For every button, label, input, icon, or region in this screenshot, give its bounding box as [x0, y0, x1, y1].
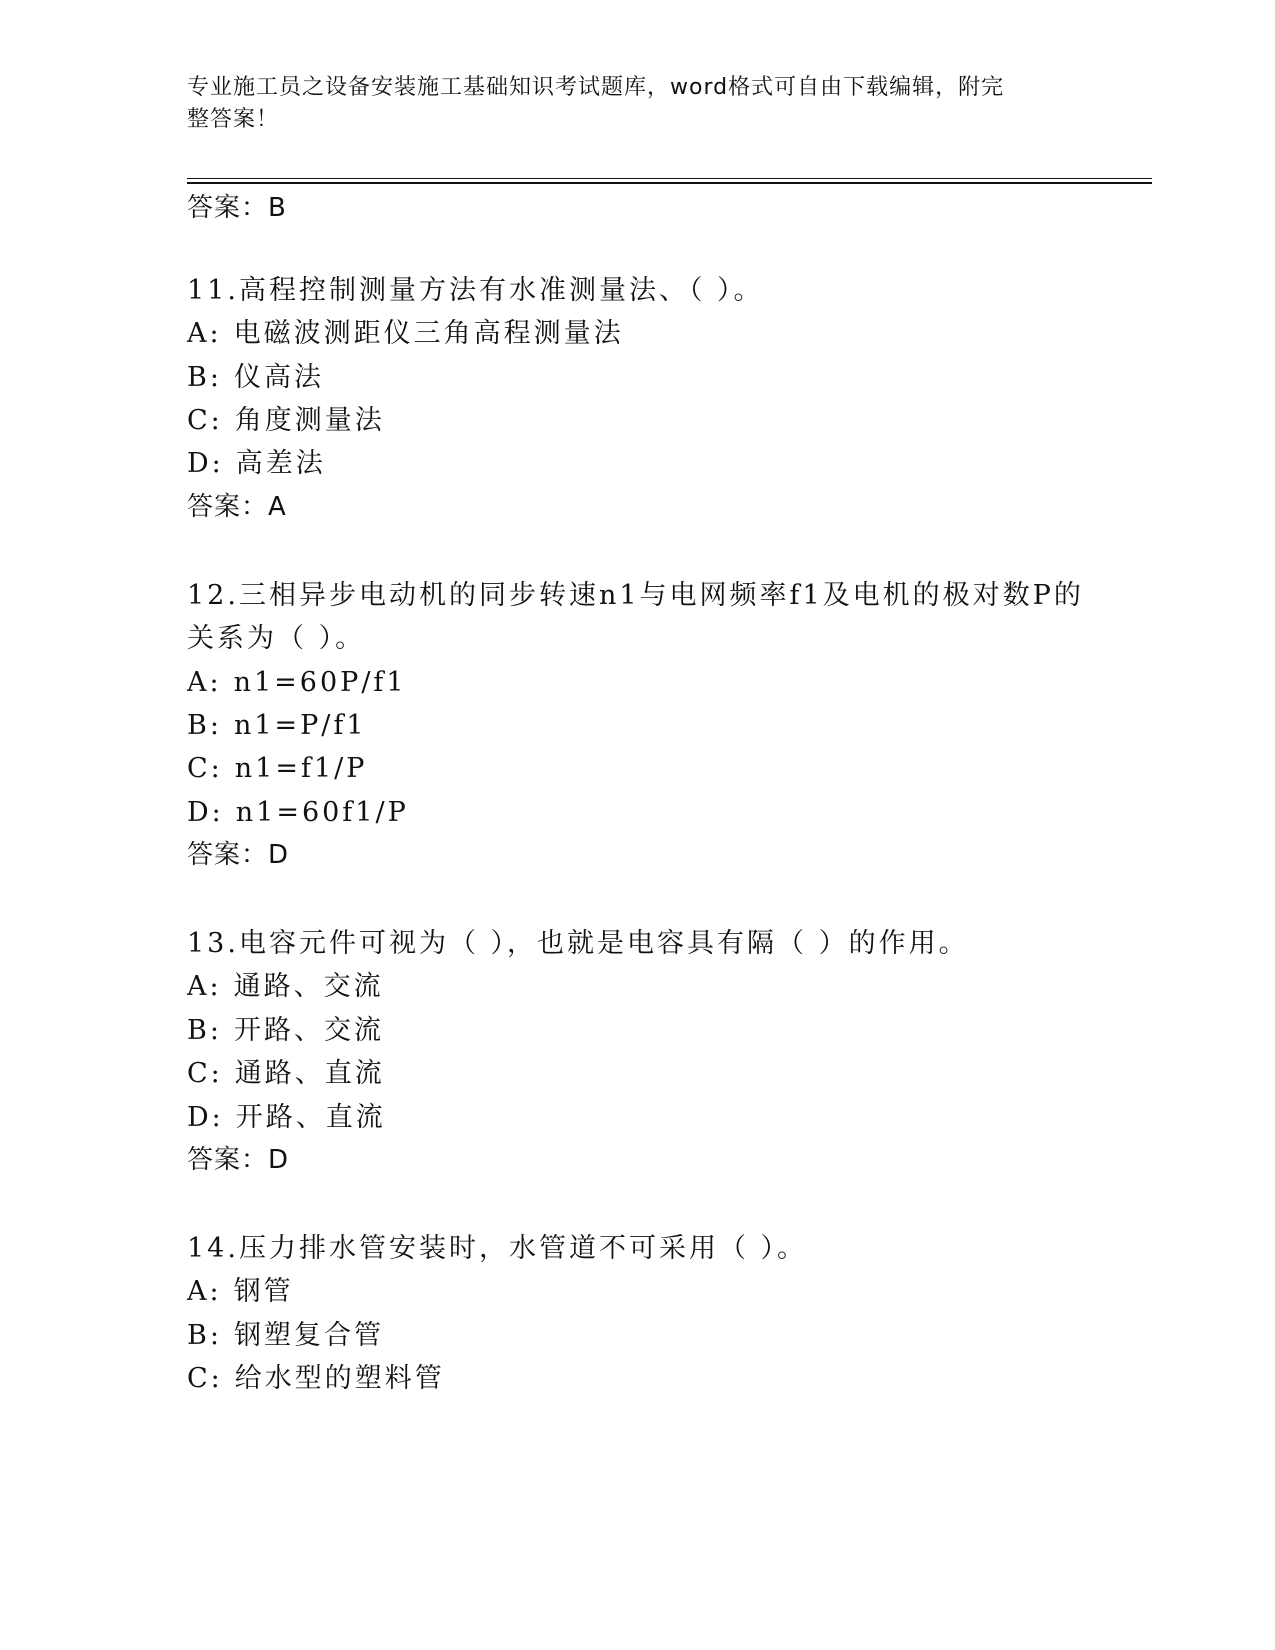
option-text: 电磁波测距仪三角高程测量法 — [233, 318, 624, 349]
question-12-stem-line-1: 12.三相异步电动机的同步转速n1与电网频率f1及电机的极对数P的 — [187, 580, 1084, 611]
question-11-option-a — [187, 316, 624, 352]
question-14-option-b — [187, 1318, 384, 1354]
option-letter: A: — [187, 1276, 222, 1307]
header-divider-thick — [187, 182, 1152, 184]
question-12-option-d — [187, 795, 409, 831]
option-text: 开路、交流 — [233, 1015, 384, 1046]
option-letter: C: — [187, 1058, 223, 1089]
question-11-option-c — [187, 403, 385, 439]
option-text: 角度测量法 — [234, 405, 385, 436]
question-13-option-b — [187, 1013, 384, 1049]
question-13-option-d — [187, 1100, 386, 1136]
option-letter: B: — [187, 1015, 222, 1046]
option-letter: B: — [187, 1320, 222, 1351]
question-12-option-c — [187, 751, 367, 787]
question-12-option-a — [187, 665, 407, 701]
question-13-option-c — [187, 1056, 385, 1092]
option-letter: D: — [187, 1102, 224, 1133]
question-11-stem: 11.高程控制测量方法有水准测量法、（ ）。 — [187, 275, 764, 306]
answer-previous: 答案：B — [187, 193, 287, 223]
header-title-line-1: 专业施工员之设备安装施工基础知识考试题库，word格式可自由下载编辑，附完 — [187, 75, 1005, 100]
option-letter: D: — [187, 448, 224, 479]
option-text: 给水型的塑料管 — [234, 1363, 445, 1394]
question-11-option-d — [187, 446, 326, 482]
question-13-answer: 答案：D — [187, 1145, 290, 1175]
option-text: 钢管 — [233, 1276, 294, 1307]
option-letter: D: — [187, 797, 224, 828]
question-14-option-c — [187, 1361, 445, 1397]
option-text: n1=P/f1 — [233, 710, 367, 741]
option-text: 钢塑复合管 — [233, 1320, 384, 1351]
question-13-stem: 13.电容元件可视为（ ），也就是电容具有隔（ ）的作用。 — [187, 928, 969, 959]
question-12-option-b — [187, 708, 367, 744]
option-letter: A: — [187, 667, 222, 698]
option-text: n1=60P/f1 — [233, 667, 407, 698]
option-text: 开路、直流 — [235, 1102, 386, 1133]
question-11-option-b — [187, 360, 324, 396]
question-12-stem-line-2: 关系为（ ）。 — [187, 623, 366, 654]
option-letter: C: — [187, 1363, 223, 1394]
option-letter: A: — [187, 971, 222, 1002]
option-letter: B: — [187, 710, 222, 741]
option-text: 通路、直流 — [234, 1058, 385, 1089]
option-letter: C: — [187, 753, 223, 784]
header-title-line-2: 整答案！ — [187, 107, 280, 132]
question-14-stem: 14.压力排水管安装时，水管道不可采用（ ）。 — [187, 1233, 808, 1264]
header-divider-thin — [187, 178, 1152, 179]
question-14-option-a — [187, 1274, 294, 1310]
question-12-answer: 答案：D — [187, 840, 290, 870]
option-text: n1=60f1/P — [235, 797, 409, 828]
option-text: 仪高法 — [233, 362, 324, 393]
question-13-option-a — [187, 969, 384, 1005]
option-letter: B: — [187, 362, 222, 393]
option-text: 通路、交流 — [233, 971, 384, 1002]
option-text: n1=f1/P — [234, 753, 368, 784]
question-11-answer: 答案：A — [187, 492, 287, 522]
document-header — [187, 72, 1067, 136]
option-letter: A: — [187, 318, 222, 349]
option-text: 高差法 — [235, 448, 326, 479]
option-letter: C: — [187, 405, 223, 436]
